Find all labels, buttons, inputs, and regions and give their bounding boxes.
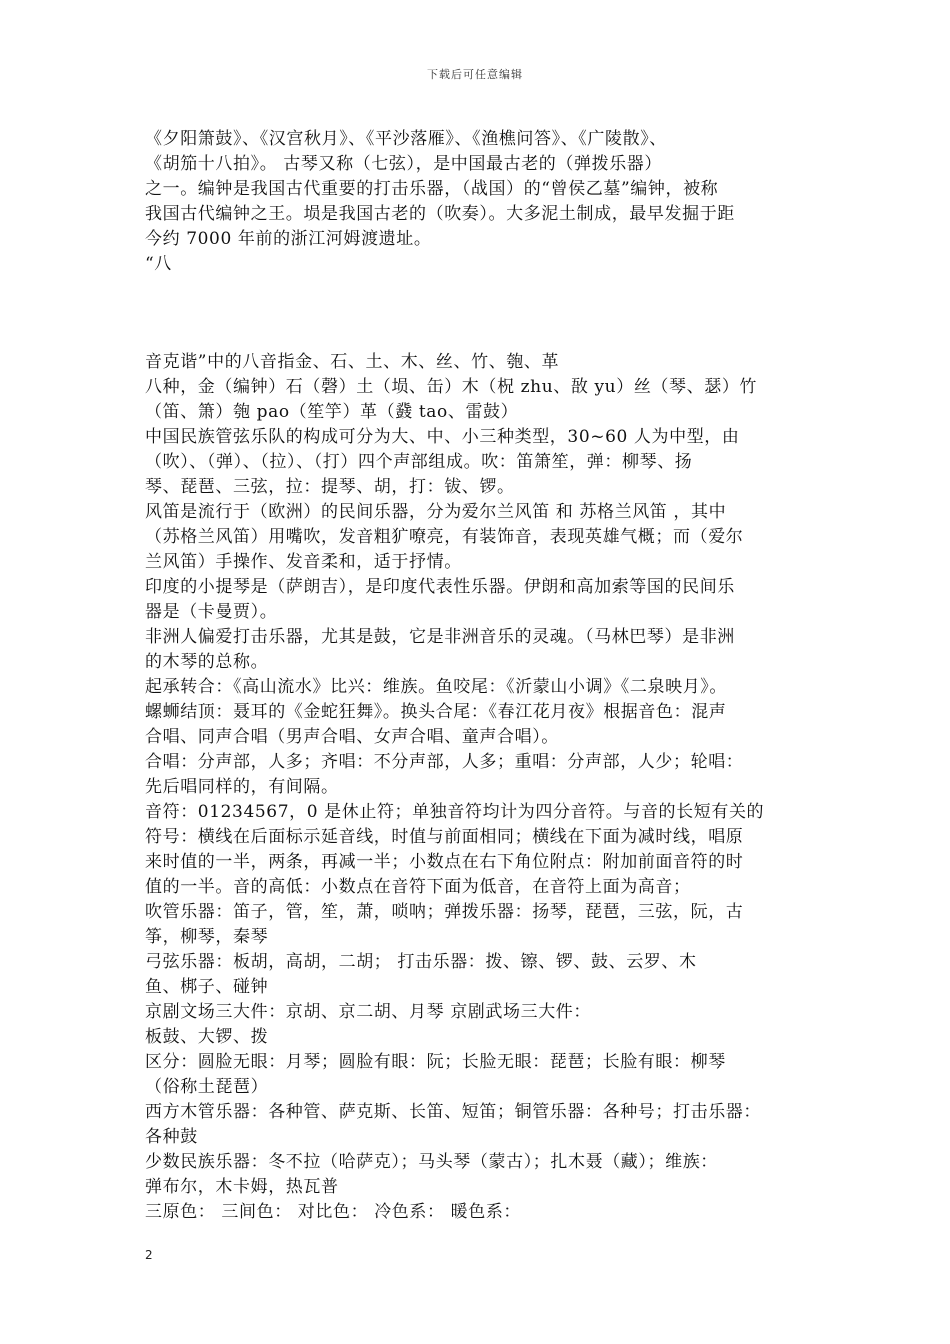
text-line: 兰风笛）手操作、发音柔和，适于抒情。: [145, 552, 462, 572]
text-line: 弹布尔，木卡姆，热瓦普: [145, 1177, 339, 1197]
text-line: （笛、箫）匏 pao（笙竽）革（鼗 tao、雷鼓）: [145, 402, 519, 422]
text-line: 器是（卡曼贾）。: [145, 602, 278, 622]
text-line: 印度的小提琴是（萨朗吉），是印度代表性乐器。伊朗和高加索等国的民间乐: [145, 577, 735, 597]
text-line: 鱼、梆子、碰钟: [145, 977, 269, 997]
text-line: 板鼓、大锣、拨: [145, 1027, 269, 1047]
text-line: 之一。编钟是我国古代重要的打击乐器，（战国）的“曾侯乙墓”编钟，被称: [145, 179, 719, 199]
text-line: 非洲人偏爱打击乐器，尤其是鼓，它是非洲音乐的灵魂。（马林巴琴）是非洲: [145, 627, 735, 647]
text-line: 今约 7000 年前的浙江河姆渡遗址。: [145, 229, 432, 249]
text-line: 区分：圆脸无眼：月琴；圆脸有眼：阮；长脸无眼：琵琶；长脸有眼：柳琴: [145, 1052, 726, 1072]
text-line: 音符：01234567，0 是休止符；单独音符均计为四分音符。与音的长短有关的: [145, 802, 765, 822]
text-line: 风笛是流行于（欧洲）的民间乐器，分为爱尔兰风笛 和 苏格兰风笛 ，其中: [145, 502, 727, 522]
page-number: 2: [145, 1248, 153, 1262]
text-line: （俗称土琵琶）: [145, 1077, 269, 1097]
text-line: 中国民族管弦乐队的构成可分为大、中、小三种类型，30~60 人为中型，由: [145, 427, 740, 447]
text-line: 先后唱同样的，有间隔。: [145, 777, 339, 797]
text-line: 少数民族乐器：冬不拉（哈萨克）；马头琴（蒙古）；扎木聂（藏）；维族：: [145, 1152, 718, 1172]
text-line: 西方木管乐器：各种管、萨克斯、长笛、短笛；铜管乐器：各种号；打击乐器：: [145, 1102, 761, 1122]
text-line: （吹）、（弹）、（拉）、（打）四个声部组成。吹：笛箫笙，弹：柳琴、扬: [145, 452, 693, 472]
text-line: 《夕阳箫鼓》、《汉宫秋月》、《平沙落雁》、《渔樵问答》、《广陵散》、: [145, 129, 667, 149]
text-line: 螺蛳结顶：聂耳的《金蛇狂舞》。换头合尾：《春江花月夜》根据音色：混声: [145, 702, 727, 722]
text-line: 京剧文场三大件：京胡、京二胡、月琴 京剧武场三大件：: [145, 1002, 592, 1022]
text-line: （苏格兰风笛）用嘴吹，发音粗犷嘹亮，有装饰音，表现英雄气概；而（爱尔: [145, 527, 744, 547]
text-line: 来时值的一半，两条，再减一半；小数点在右下角位附点：附加前面音符的时: [145, 852, 744, 872]
text-line: 筝，柳琴，秦琴: [145, 927, 269, 947]
text-line: 吹管乐器：笛子，管，笙，萧，唢呐；弹拨乐器：扬琴，琵琶，三弦，阮，古: [145, 902, 744, 922]
text-line: 值的一半。音的高低：小数点在音符下面为低音，在音符上面为高音；: [145, 877, 691, 897]
text-line: “八: [145, 254, 172, 274]
text-line: 我国古代编钟之王。埙是我国古老的（吹奏）。大多泥土制成，最早发掘于距: [145, 204, 735, 224]
text-line: 各种鼓: [145, 1127, 198, 1147]
text-line: 音克谐”中的八音指金、石、土、木、丝、竹、匏、革: [145, 352, 560, 372]
text-line: 琴、琵琶、三弦，拉：提琴、胡，打：钹、锣。: [145, 477, 515, 497]
text-line: 起承转合：《高山流水》比兴：维族。鱼咬尾：《沂蒙山小调》《二泉映月》。: [145, 677, 727, 697]
page-header: 下载后可任意编辑: [427, 68, 523, 81]
text-line: 合唱、同声合唱（男声合唱、女声合唱、童声合唱）。: [145, 727, 559, 747]
text-line: 符号：横线在后面标示延音线，时值与前面相同；横线在下面为减时线，唱原: [145, 827, 744, 847]
text-line: 合唱：分声部，人多；齐唱：不分声部，人多；重唱：分声部，人少；轮唱：: [145, 752, 744, 772]
text-line: 三原色： 三间色： 对比色： 冷色系： 暖色系：: [145, 1202, 522, 1222]
text-line: 八种，金（编钟）石（磬）土（埙、缶）木（柷 zhu、敔 yu）丝（琴、瑟）竹: [145, 377, 758, 397]
text-line: 《胡笳十八拍》。 古琴又称（七弦），是中国最古老的（弹拨乐器）: [145, 154, 663, 174]
text-line: 弓弦乐器：板胡，高胡，二胡； 打击乐器：拨、镲、锣、鼓、云罗、木: [145, 952, 697, 972]
text-line: 的木琴的总称。: [145, 652, 269, 672]
